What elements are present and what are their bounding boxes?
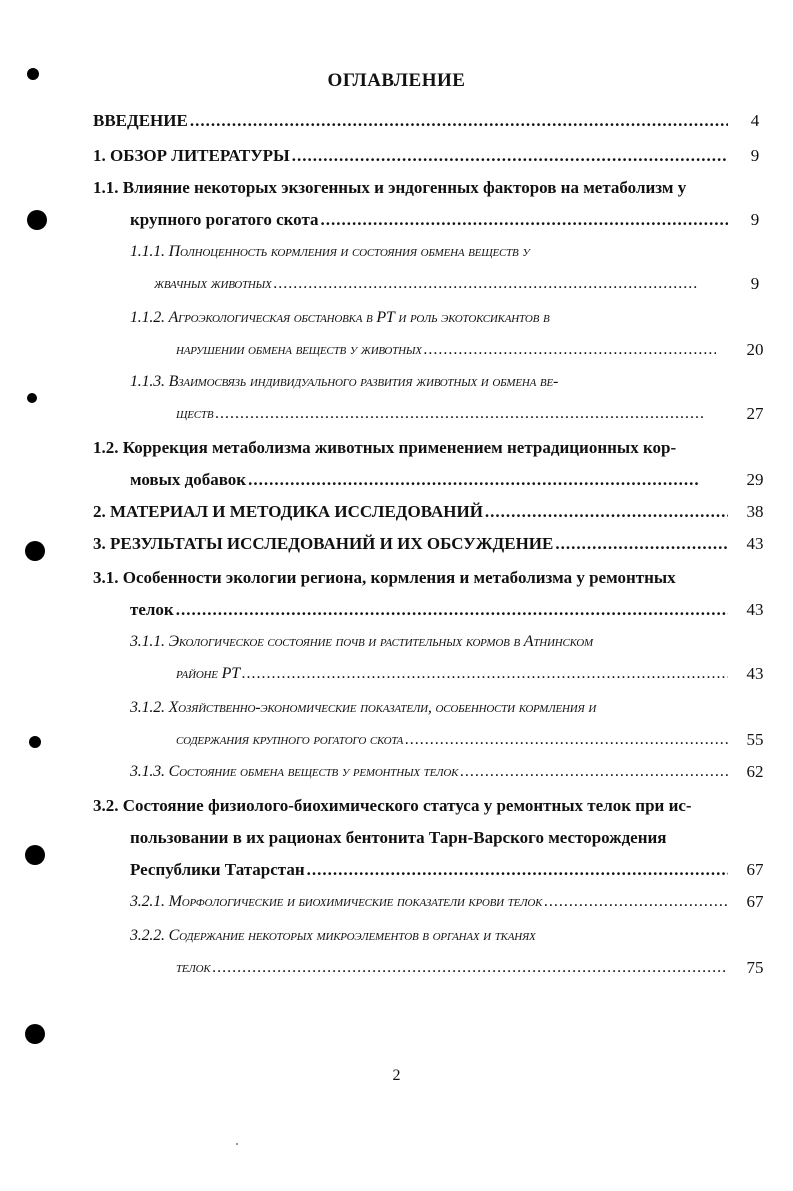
toc-entry-continued[interactable]: ществ .....: [176, 398, 706, 424]
toc-page-number: 43: [746, 534, 764, 553]
toc-entry-continued[interactable]: телок .....: [130, 594, 728, 620]
toc-page-number: 20: [746, 340, 764, 359]
toc-entry[interactable]: 3.1. Особенности экологии региона, кормления и метаболизма у ремонтных: [93, 568, 676, 587]
toc-page-number: 29: [746, 470, 764, 489]
toc-entry[interactable]: 1.1.1. Полноценность кормления и состояния обмена веществ у: [130, 243, 530, 260]
toc-entry[interactable]: 1.1.2. Агроэкологическая обстановка в РТ и роль экотоксикантов в: [130, 309, 550, 326]
toc-page-number: 9: [750, 274, 760, 293]
toc-entry[interactable]: 1.2. Коррекция метаболизма животных применением нетрадиционных кор-: [93, 438, 677, 457]
toc-entry[interactable]: 3.1.2. Хозяйственно-экономические показатели, особенности кормления и: [130, 699, 597, 716]
toc-entry-continued[interactable]: телок .....: [176, 952, 728, 978]
punch-hole: [25, 1024, 45, 1044]
scan-speck: [236, 1143, 238, 1145]
toc-entry[interactable]: 3.2.1. Морфологические и биохимические показатели крови телок .....: [130, 886, 728, 912]
toc-entry-continued[interactable]: пользовании в их рационах бентонита Тарн-Варского месторождения: [130, 828, 667, 847]
toc-entry[interactable]: 3. РЕЗУЛЬТАТЫ ИССЛЕДОВАНИЙ И ИХ ОБСУЖДЕНИЕ .....: [93, 528, 728, 554]
toc-entry-continued[interactable]: жвачных животных .....: [154, 268, 699, 294]
toc-entry[interactable]: 2. МАТЕРИАЛ И МЕТОДИКА ИССЛЕДОВАНИЙ .....: [93, 496, 728, 522]
toc-entry[interactable]: 1.1. Влияние некоторых экзогенных и эндогенных факторов на метаболизм у: [93, 178, 687, 197]
toc-page-number: 43: [746, 600, 764, 619]
toc-page-number: 43: [746, 664, 764, 683]
toc-page-number: 9: [750, 210, 760, 229]
toc-entry[interactable]: 1.1.3. Взаимосвязь индивидуального развития животных и обмена ве-: [130, 373, 559, 390]
punch-hole: [25, 845, 45, 865]
toc-entry-continued[interactable]: содержания крупного рогатого скота .....: [176, 724, 728, 750]
toc-entry[interactable]: 3.1.3. Состояние обмена веществ у ремонтных телок .....: [130, 756, 728, 782]
toc-entry-continued[interactable]: нарушении обмена веществ у животных .....: [176, 334, 716, 360]
toc-page-number: 27: [746, 404, 764, 423]
toc-page-number: 55: [746, 730, 764, 749]
toc-page-number: 75: [746, 958, 764, 977]
toc-page-number: 62: [746, 762, 764, 781]
punch-hole: [27, 210, 47, 230]
toc-page-number: 9: [750, 146, 760, 165]
toc-entry-continued[interactable]: Республики Татарстан .....: [130, 854, 728, 880]
toc-entry[interactable]: ВВЕДЕНИЕ .....: [93, 105, 728, 131]
toc-page-number: 38: [746, 502, 764, 521]
page-title: ОГЛАВЛЕНИЕ: [327, 70, 466, 91]
page-number: 2: [392, 1067, 401, 1084]
toc-entry-continued[interactable]: крупного рогатого скота .....: [130, 204, 728, 230]
toc-entry[interactable]: 1. ОБЗОР ЛИТЕРАТУРЫ .....: [93, 140, 728, 166]
toc-entry-continued[interactable]: мовых добавок .....: [130, 464, 698, 490]
punch-hole: [29, 736, 41, 748]
punch-hole: [25, 541, 45, 561]
toc-page-number: 67: [746, 892, 764, 911]
toc-entry[interactable]: 3.2. Состояние физиолого-биохимического статуса у ремонтных телок при ис-: [93, 796, 692, 815]
toc-page-number: 4: [750, 111, 760, 130]
toc-entry[interactable]: 3.1.1. Экологическое состояние почв и растительных кормов в Атнинском: [130, 633, 593, 650]
toc-entry[interactable]: 3.2.2. Содержание некоторых микроэлементов в органах и тканях: [130, 927, 536, 944]
toc-page-number: 67: [746, 860, 764, 879]
punch-hole: [27, 393, 37, 403]
toc-entry-continued[interactable]: районе РТ .....: [176, 658, 728, 684]
